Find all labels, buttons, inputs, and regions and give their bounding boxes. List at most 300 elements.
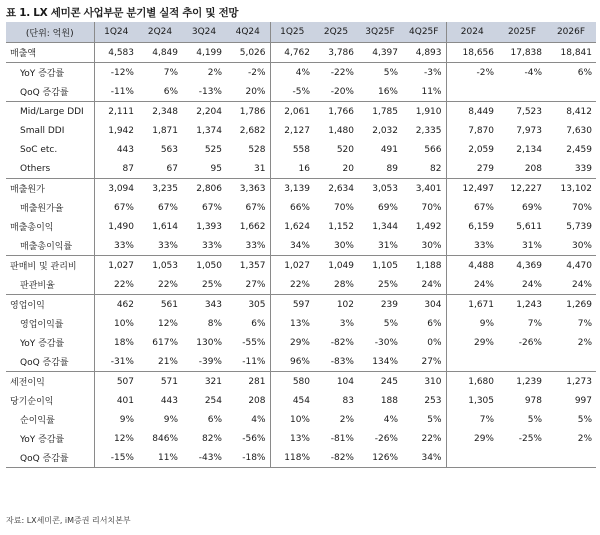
table-cell: 134% (372, 356, 398, 367)
table-cell: 561 (138, 295, 182, 315)
table-row (6, 410, 596, 429)
table-cell: 24% (521, 279, 542, 290)
table-cell: 1,239 (498, 372, 546, 392)
table-cell: 1,662 (239, 221, 266, 232)
table-cell: 6% (251, 318, 266, 329)
table-cell: 1,624 (270, 217, 314, 236)
table-cell: 2,059 (446, 140, 498, 159)
table-cell: -2% (446, 63, 498, 83)
table-cell: 6% (427, 318, 442, 329)
table-cell: 16% (377, 86, 398, 97)
row-label: Others (20, 163, 51, 174)
table-cell: 11% (138, 448, 182, 468)
table-row (6, 121, 596, 140)
table-cell: -22% (314, 63, 358, 83)
table-cell: 6% (163, 86, 178, 97)
table-cell: -4% (498, 63, 546, 83)
table-cell: 2% (182, 63, 226, 83)
table-cell: 12% (157, 318, 178, 329)
table-cell: 130% (196, 337, 222, 348)
table-cell: 2,806 (182, 179, 226, 199)
row-label: 매출총이익 (10, 223, 54, 233)
table-cell: 8,412 (546, 102, 596, 122)
table-cell: 24% (571, 279, 592, 290)
table-cell: 1,105 (358, 256, 402, 276)
table-cell: 1,305 (446, 391, 498, 410)
row-label: 판매비 및 관리비 (6, 256, 94, 276)
table-cell: 12,227 (498, 179, 546, 199)
table-cell: 5% (358, 63, 402, 83)
table-cell: -18% (226, 448, 270, 468)
table-cell: 304 (402, 295, 446, 315)
table-cell (498, 352, 546, 372)
period-header: 1Q25 (270, 22, 314, 43)
table-cell: 33% (201, 240, 222, 251)
table-cell: -11% (242, 356, 266, 367)
table-cell: 10% (270, 410, 314, 429)
table-cell: 4% (383, 414, 398, 425)
table-cell: 1,188 (402, 256, 446, 276)
table-cell (446, 448, 498, 468)
table-cell: 1,492 (415, 221, 442, 232)
table-cell: 239 (358, 295, 402, 315)
table-cell: 978 (524, 395, 542, 406)
table-cell (546, 82, 596, 102)
period-header: 2025F (498, 22, 546, 43)
row-label: 영업이익률 (20, 320, 64, 330)
table-cell: 997 (574, 395, 592, 406)
table-cell: -15% (94, 448, 138, 468)
table-cell: 1,374 (196, 125, 222, 136)
table-cell: 5% (427, 414, 442, 425)
table-cell: -2% (226, 63, 270, 83)
table-cell: 4,849 (138, 43, 182, 63)
table-cell: 2,032 (372, 125, 398, 136)
table-cell: 253 (424, 395, 442, 406)
table-cell: 2,335 (415, 125, 442, 136)
table-cell: 67% (201, 202, 222, 213)
table-cell: 2,682 (239, 125, 266, 136)
table-cell: 2% (577, 433, 592, 444)
period-header: 2024 (446, 22, 498, 43)
table-cell: 34% (402, 448, 446, 468)
table-row (6, 352, 596, 372)
table-cell: -82% (314, 448, 358, 468)
table-cell: 0% (427, 337, 442, 348)
source-note: 자료: LX세미콘, iM증권 리서치본부 (6, 516, 131, 525)
table-cell: 118% (270, 448, 314, 468)
table-cell: 82% (201, 433, 222, 444)
table-cell: 6,159 (446, 217, 498, 236)
table-row (6, 314, 596, 333)
table-cell: 3,235 (138, 179, 182, 199)
earnings-table (6, 22, 596, 468)
table-cell: 67% (446, 198, 498, 217)
table-cell: 33% (446, 236, 498, 256)
row-label: SoC etc. (20, 144, 58, 155)
table-cell: 7,973 (516, 125, 542, 136)
table-cell: 22% (157, 279, 178, 290)
table-cell: 491 (380, 144, 398, 155)
table-row (6, 102, 596, 122)
table-cell: 1,027 (270, 256, 314, 276)
table-cell: 7,870 (446, 121, 498, 140)
table-row (6, 256, 596, 276)
table-row (6, 429, 596, 448)
table-cell: 6% (207, 414, 222, 425)
table-cell: 67% (245, 202, 266, 213)
table-cell: 617% (152, 337, 178, 348)
table-cell: 1,243 (498, 295, 546, 315)
table-cell: 580 (270, 372, 314, 392)
table-cell: 29% (446, 333, 498, 352)
table-cell: -81% (330, 433, 354, 444)
table-cell: 33% (94, 236, 138, 256)
table-cell: 2,348 (138, 102, 182, 122)
table-cell: 2% (577, 337, 592, 348)
table-cell: 5,739 (566, 221, 592, 232)
row-label: 순이익률 (20, 416, 55, 426)
table-cell (498, 448, 546, 468)
table-cell: -20% (330, 86, 354, 97)
table-cell: 1,942 (94, 121, 138, 140)
table-cell: 3,094 (94, 179, 138, 199)
table-cell: 5% (577, 414, 592, 425)
table-cell: 520 (336, 144, 354, 155)
table-cell: 11% (421, 86, 442, 97)
table-cell: -3% (402, 63, 446, 83)
table-cell: 1,480 (328, 125, 354, 136)
table-cell: 67% (157, 202, 178, 213)
table-cell: 1,393 (196, 221, 222, 232)
table-cell: 70% (421, 202, 442, 213)
table-cell: 4,199 (182, 43, 226, 63)
table-cell: 67 (166, 163, 178, 174)
table-cell: 66% (270, 198, 314, 217)
table-cell: 1,152 (328, 221, 354, 232)
table-cell: -31% (94, 352, 138, 372)
table-cell: -43% (182, 448, 226, 468)
table-cell: -25% (518, 433, 542, 444)
table-cell: 5% (527, 414, 542, 425)
period-header: 3Q25F (358, 22, 402, 43)
table-cell: 571 (138, 372, 182, 392)
table-row (6, 179, 596, 199)
table-cell: -82% (330, 337, 354, 348)
table-cell: 31 (254, 163, 266, 174)
row-label: QoQ 증감률 (20, 88, 69, 98)
table-cell: 69% (377, 202, 398, 213)
table-cell: 4,470 (546, 256, 596, 276)
table-cell: 188 (380, 395, 398, 406)
table-row (6, 295, 596, 315)
table-cell: 1,273 (546, 372, 596, 392)
table-cell: -55% (242, 337, 266, 348)
table-row (6, 236, 596, 256)
row-label: YoY 증감률 (6, 63, 94, 83)
table-cell: -12% (94, 63, 138, 83)
table-row (6, 391, 596, 410)
table-row (6, 82, 596, 102)
table-cell: 33% (245, 240, 266, 251)
table-cell: -26% (518, 337, 542, 348)
table-cell: 5,026 (226, 43, 270, 63)
table-cell: 7% (577, 318, 592, 329)
table-cell: 4% (270, 63, 314, 83)
table-cell: -11% (94, 82, 138, 102)
table-cell: 82 (430, 163, 442, 174)
table-cell: 34% (270, 236, 314, 256)
table-cell: 25% (201, 279, 222, 290)
table-cell: 1,786 (226, 102, 270, 122)
table-cell: 30% (571, 240, 592, 251)
table-cell: 7% (446, 410, 498, 429)
table-cell: 4% (251, 414, 266, 425)
table-cell: 3,401 (402, 179, 446, 199)
row-label: Small DDI (20, 125, 65, 136)
table-cell: 16 (270, 159, 314, 179)
table-cell: 4,762 (270, 43, 314, 63)
table-cell: 4,397 (358, 43, 402, 63)
table-cell: 566 (424, 144, 442, 155)
table-cell: 22% (94, 275, 138, 295)
table-row (6, 333, 596, 352)
row-label: 매출원가율 (20, 204, 64, 214)
table-cell: 13,102 (546, 179, 596, 199)
table-cell: 2,127 (270, 121, 314, 140)
table-cell: 563 (160, 144, 178, 155)
table-cell: 31% (377, 240, 398, 251)
period-header: 2Q25 (314, 22, 358, 43)
row-label: 매출총이익률 (20, 242, 73, 252)
table-cell: 104 (314, 372, 358, 392)
table-cell: 528 (248, 144, 266, 155)
table-cell: 7,630 (566, 125, 592, 136)
table-cell: 89 (386, 163, 398, 174)
table-cell: 17,838 (498, 43, 546, 63)
table-cell: 1,027 (94, 256, 138, 276)
table-cell: 846% (152, 433, 178, 444)
table-cell: 3,053 (358, 179, 402, 199)
table-cell: 443 (160, 395, 178, 406)
table-cell: 18% (94, 333, 138, 352)
table-cell: 22% (421, 433, 442, 444)
table-cell: 30% (333, 240, 354, 251)
table-cell: 1,053 (138, 256, 182, 276)
table-cell: 87 (94, 159, 138, 179)
table-cell: 3,363 (226, 179, 270, 199)
period-header: 4Q24 (226, 22, 270, 43)
table-cell: 31% (521, 240, 542, 251)
row-label: 영업이익 (6, 295, 94, 315)
table-cell: 7% (138, 63, 182, 83)
table-row (6, 372, 596, 392)
table-cell: -30% (374, 337, 398, 348)
table-cell: 21% (157, 356, 178, 367)
table-cell: 9% (446, 314, 498, 333)
table-title: 표 1. LX 세미콘 사업부문 분기별 실적 추이 및 전망 (6, 7, 239, 19)
table-cell: 310 (402, 372, 446, 392)
table-cell: 24% (446, 275, 498, 295)
table-cell: 525 (204, 144, 222, 155)
table-cell: 4,488 (446, 256, 498, 276)
table-cell: -13% (198, 86, 222, 97)
period-header: 2026F (546, 22, 596, 43)
table-cell: 28% (333, 279, 354, 290)
table-cell: 96% (270, 352, 314, 372)
header-row (6, 22, 596, 43)
table-cell: 29% (270, 333, 314, 352)
table-row (6, 275, 596, 295)
row-label: 판관비율 (20, 281, 55, 291)
table-cell: 1,671 (446, 295, 498, 315)
row-label: 당기순이익 (10, 397, 54, 407)
table-cell: 22% (270, 275, 314, 295)
table-cell: -56% (242, 433, 266, 444)
table-cell: 1,269 (546, 295, 596, 315)
row-label: QoQ 증감률 (20, 358, 69, 368)
table-cell: 126% (358, 448, 402, 468)
table-row (6, 217, 596, 236)
table-cell (498, 82, 546, 102)
period-header: 4Q25F (402, 22, 446, 43)
table-cell: 69% (521, 202, 542, 213)
table-cell: 70% (571, 202, 592, 213)
period-header: 3Q24 (182, 22, 226, 43)
table-cell: 208 (248, 395, 266, 406)
table-cell: 1,871 (152, 125, 178, 136)
table-cell: 321 (182, 372, 226, 392)
table-cell: 5,611 (516, 221, 542, 232)
table-cell: 12% (94, 429, 138, 448)
table-cell: 33% (157, 240, 178, 251)
table-cell: 83 (342, 395, 354, 406)
table-cell: 6% (546, 63, 596, 83)
table-cell: 8% (207, 318, 222, 329)
table-cell: 443 (94, 140, 138, 159)
table-cell: 4,369 (498, 256, 546, 276)
table-cell: 20 (342, 163, 354, 174)
table-cell: 102 (314, 295, 358, 315)
table-cell: 339 (574, 163, 592, 174)
table-cell: 4,893 (402, 43, 446, 63)
table-cell: 2,134 (516, 144, 542, 155)
row-label: Mid/Large DDI (6, 102, 94, 122)
row-label: YoY 증감률 (20, 435, 65, 445)
table-cell: 13% (270, 429, 314, 448)
period-header: 1Q24 (94, 22, 138, 43)
table-cell: 2,204 (182, 102, 226, 122)
table-cell: 4,583 (94, 43, 138, 63)
table-cell: 507 (94, 372, 138, 392)
table-row (6, 448, 596, 468)
table-cell: -39% (198, 356, 222, 367)
table-cell: 29% (446, 429, 498, 448)
table-cell: 1,357 (226, 256, 270, 276)
table-cell: 2,061 (270, 102, 314, 122)
table-cell: 3,786 (314, 43, 358, 63)
table-cell: 1,680 (446, 372, 498, 392)
table-cell: 2,111 (94, 102, 138, 122)
table-cell (546, 448, 596, 468)
row-label: QoQ 증감률 (6, 448, 94, 468)
table-cell: 9% (94, 410, 138, 429)
table-row (6, 43, 596, 63)
table-cell: 2% (339, 414, 354, 425)
table-cell: 281 (226, 372, 270, 392)
table-cell: -83% (330, 356, 354, 367)
table-cell: 462 (94, 295, 138, 315)
unit-header: (단위: 억원) (6, 22, 94, 43)
table-cell: 1,344 (372, 221, 398, 232)
table-cell: 10% (94, 314, 138, 333)
table-cell: 208 (524, 163, 542, 174)
table-cell (446, 82, 498, 102)
table-cell: -5% (270, 82, 314, 102)
table-cell: 3,139 (270, 179, 314, 199)
table-cell: -26% (374, 433, 398, 444)
table-row (6, 159, 596, 179)
table-cell: 70% (333, 202, 354, 213)
table-cell (546, 352, 596, 372)
table-cell: 5% (383, 318, 398, 329)
table-cell: 12,497 (446, 179, 498, 199)
table-cell: 25% (377, 279, 398, 290)
table-cell: 401 (94, 391, 138, 410)
table-row (6, 198, 596, 217)
table-cell: 27% (245, 279, 266, 290)
table-cell: 1,910 (402, 102, 446, 122)
table-cell: 597 (270, 295, 314, 315)
table-cell: 9% (163, 414, 178, 425)
table-row (6, 63, 596, 83)
table-cell: 245 (358, 372, 402, 392)
table-cell: 1,766 (314, 102, 358, 122)
row-label: 매출액 (6, 43, 94, 63)
table-cell: 305 (226, 295, 270, 315)
row-label: 매출원가 (6, 179, 94, 199)
table-cell: 279 (446, 159, 498, 179)
table-cell: 1,490 (94, 217, 138, 236)
period-header: 2Q24 (138, 22, 182, 43)
table-cell: 67% (94, 198, 138, 217)
table-cell: 7% (527, 318, 542, 329)
row-label: 세전이익 (6, 372, 94, 392)
table-cell: 1,785 (358, 102, 402, 122)
table-cell: 2,459 (566, 144, 592, 155)
table-cell: 30% (421, 240, 442, 251)
table-cell: 13% (270, 314, 314, 333)
table-cell: 95 (210, 163, 222, 174)
table-cell: 1,050 (182, 256, 226, 276)
table-cell: 1,614 (152, 221, 178, 232)
table-cell: 18,656 (446, 43, 498, 63)
table-row (6, 140, 596, 159)
table-cell: 254 (204, 395, 222, 406)
row-label: YoY 증감률 (20, 339, 65, 349)
table-cell: 1,049 (314, 256, 358, 276)
table-cell: 27% (421, 356, 442, 367)
table-cell: 7,523 (498, 102, 546, 122)
table-cell: 24% (421, 279, 442, 290)
table-cell: 3% (339, 318, 354, 329)
table-cell: 343 (182, 295, 226, 315)
table-cell: 558 (270, 140, 314, 159)
table-cell (446, 352, 498, 372)
table-cell: 8,449 (446, 102, 498, 122)
table-cell: 454 (270, 391, 314, 410)
table-cell: 18,841 (546, 43, 596, 63)
